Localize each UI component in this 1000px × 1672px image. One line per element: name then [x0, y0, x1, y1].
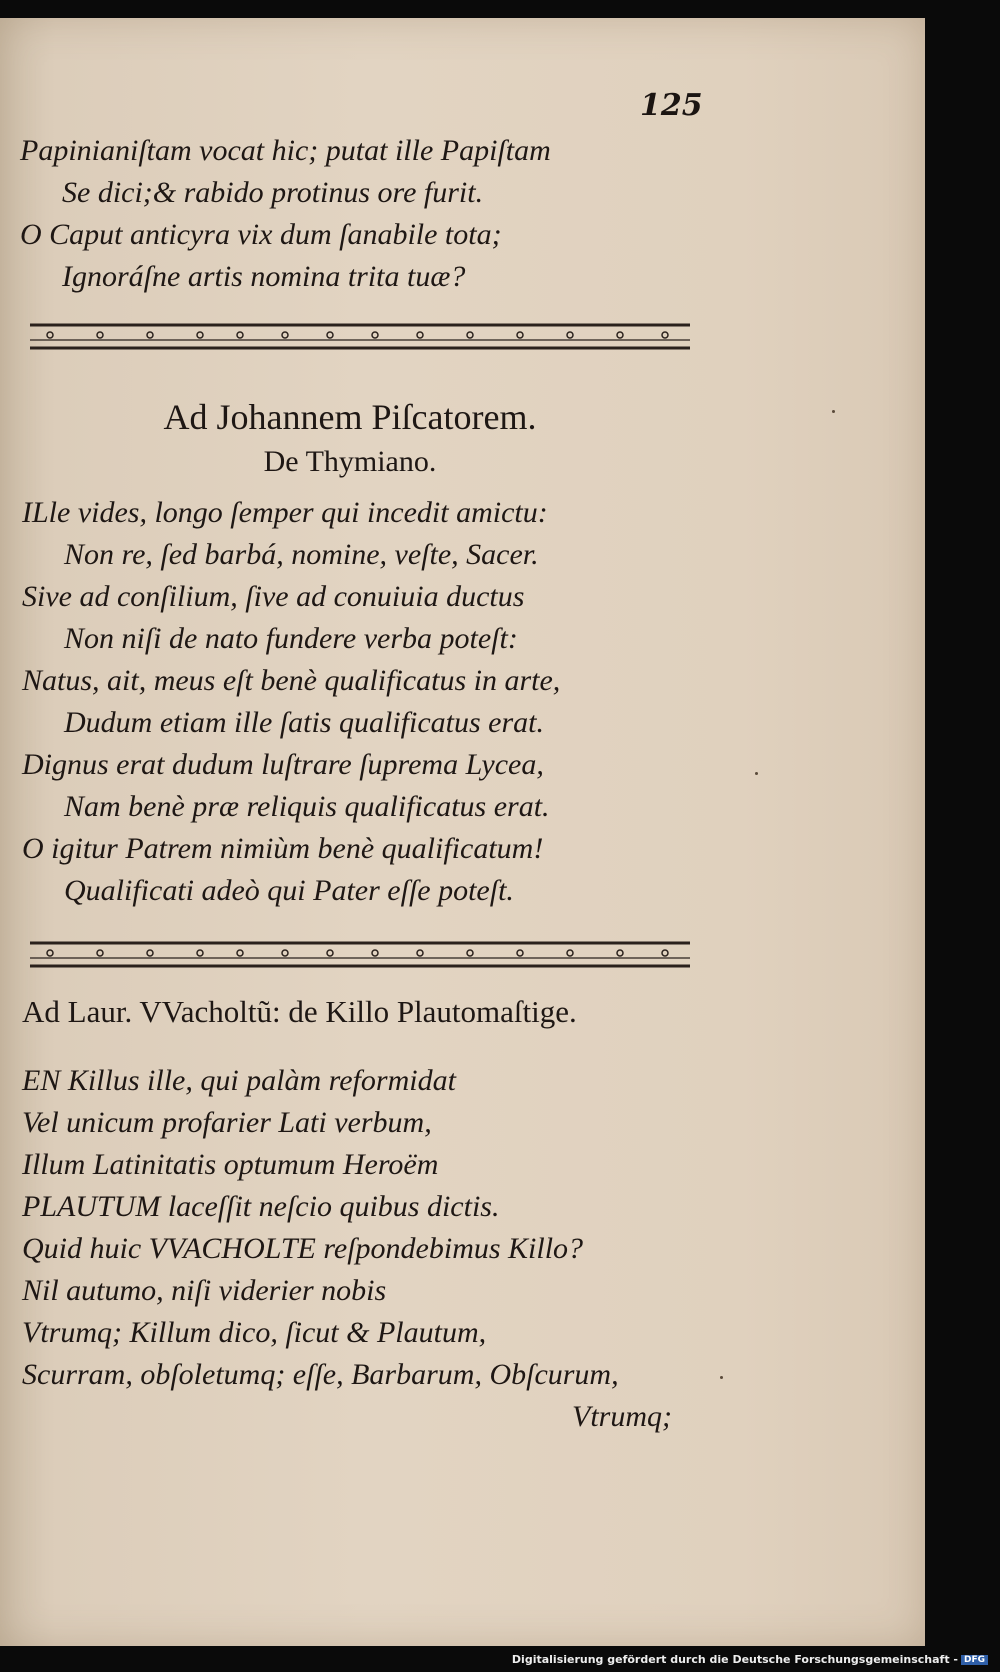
poem-title: Ad Johannem Piſcatorem. — [163, 397, 537, 437]
verse-line: Sive ad conſilium, ſive ad conuiuia ductus — [22, 580, 525, 613]
verse-line: Ignoráſne artis nomina trita tuæ? — [62, 260, 466, 293]
catchword: Vtrumq; — [572, 1400, 672, 1433]
verse-line: Non re, ſed barbá, nomine, veſte, Sacer. — [64, 538, 539, 571]
verse-line: Se dici;& rabido protinus ore furit. — [62, 176, 484, 209]
poem-subtitle: De Thymiano. — [263, 445, 437, 478]
verse-line: O Caput anticyra vix dum ſanabile tota; — [20, 218, 502, 251]
verse-line: Papinianiſtam vocat hic; putat ille Papiſtam — [20, 134, 551, 167]
poem-title: Ad Laur. VVacholtũ: de Killo Plautomaſtige. — [22, 994, 577, 1029]
verse-line: Non niſi de nato fundere verba poteſt: — [64, 622, 518, 655]
verse-line: Dignus erat dudum luſtrare ſuprema Lycea, — [22, 748, 544, 781]
verse-line: Natus, ait, meus eſt benè qualificatus in arte, — [22, 664, 561, 697]
verse-line: Nam benè præ reliquis qualificatus erat. — [64, 790, 550, 823]
verse-line: Vtrumq; Killum dico, ſicut & Plautum, — [22, 1316, 487, 1349]
footer-credit — [512, 1653, 988, 1666]
paper-speck — [832, 410, 835, 413]
verse-line: O igitur Patrem nimiùm benè qualificatum! — [22, 832, 544, 865]
stanza-1 — [20, 130, 551, 298]
verse-line: Qualificati adeò qui Pater eſſe poteſt. — [64, 874, 514, 907]
verse-line: Quid huic VVACHOLTE reſpondebimus Killo? — [22, 1232, 584, 1265]
footer-text: Digitalisierung gefördert durch die Deutsche Forschungsgemeinschaft - — [511, 1653, 958, 1666]
verse-line: Illum Latinitatis optumum Heroëm — [22, 1148, 439, 1181]
ornament-divider — [30, 322, 690, 352]
ornament-divider — [30, 940, 690, 970]
verse-line: Scurram, obſoletumq; eſſe, Barbarum, Obſcurum, — [22, 1358, 619, 1391]
paper-speck — [755, 772, 758, 775]
verse-line: Nil autumo, niſi viderier nobis — [22, 1274, 387, 1307]
page-number: 125 — [640, 88, 703, 123]
verse-line: PLAUTUM laceſſit neſcio quibus dictis. — [22, 1190, 500, 1223]
paper-speck — [720, 1376, 723, 1379]
poem-3-body — [22, 1060, 672, 1438]
poem-2-body — [22, 492, 560, 912]
verse-line: ILle vides, longo ſemper qui incedit amictu: — [22, 496, 548, 529]
verse-line: Dudum etiam ille ſatis qualificatus erat. — [64, 706, 544, 739]
verse-line: EN Killus ille, qui palàm reformidat — [22, 1064, 456, 1097]
dfg-logo: DFG — [961, 1655, 988, 1665]
verse-line: Vel unicum profarier Lati verbum, — [22, 1106, 432, 1139]
